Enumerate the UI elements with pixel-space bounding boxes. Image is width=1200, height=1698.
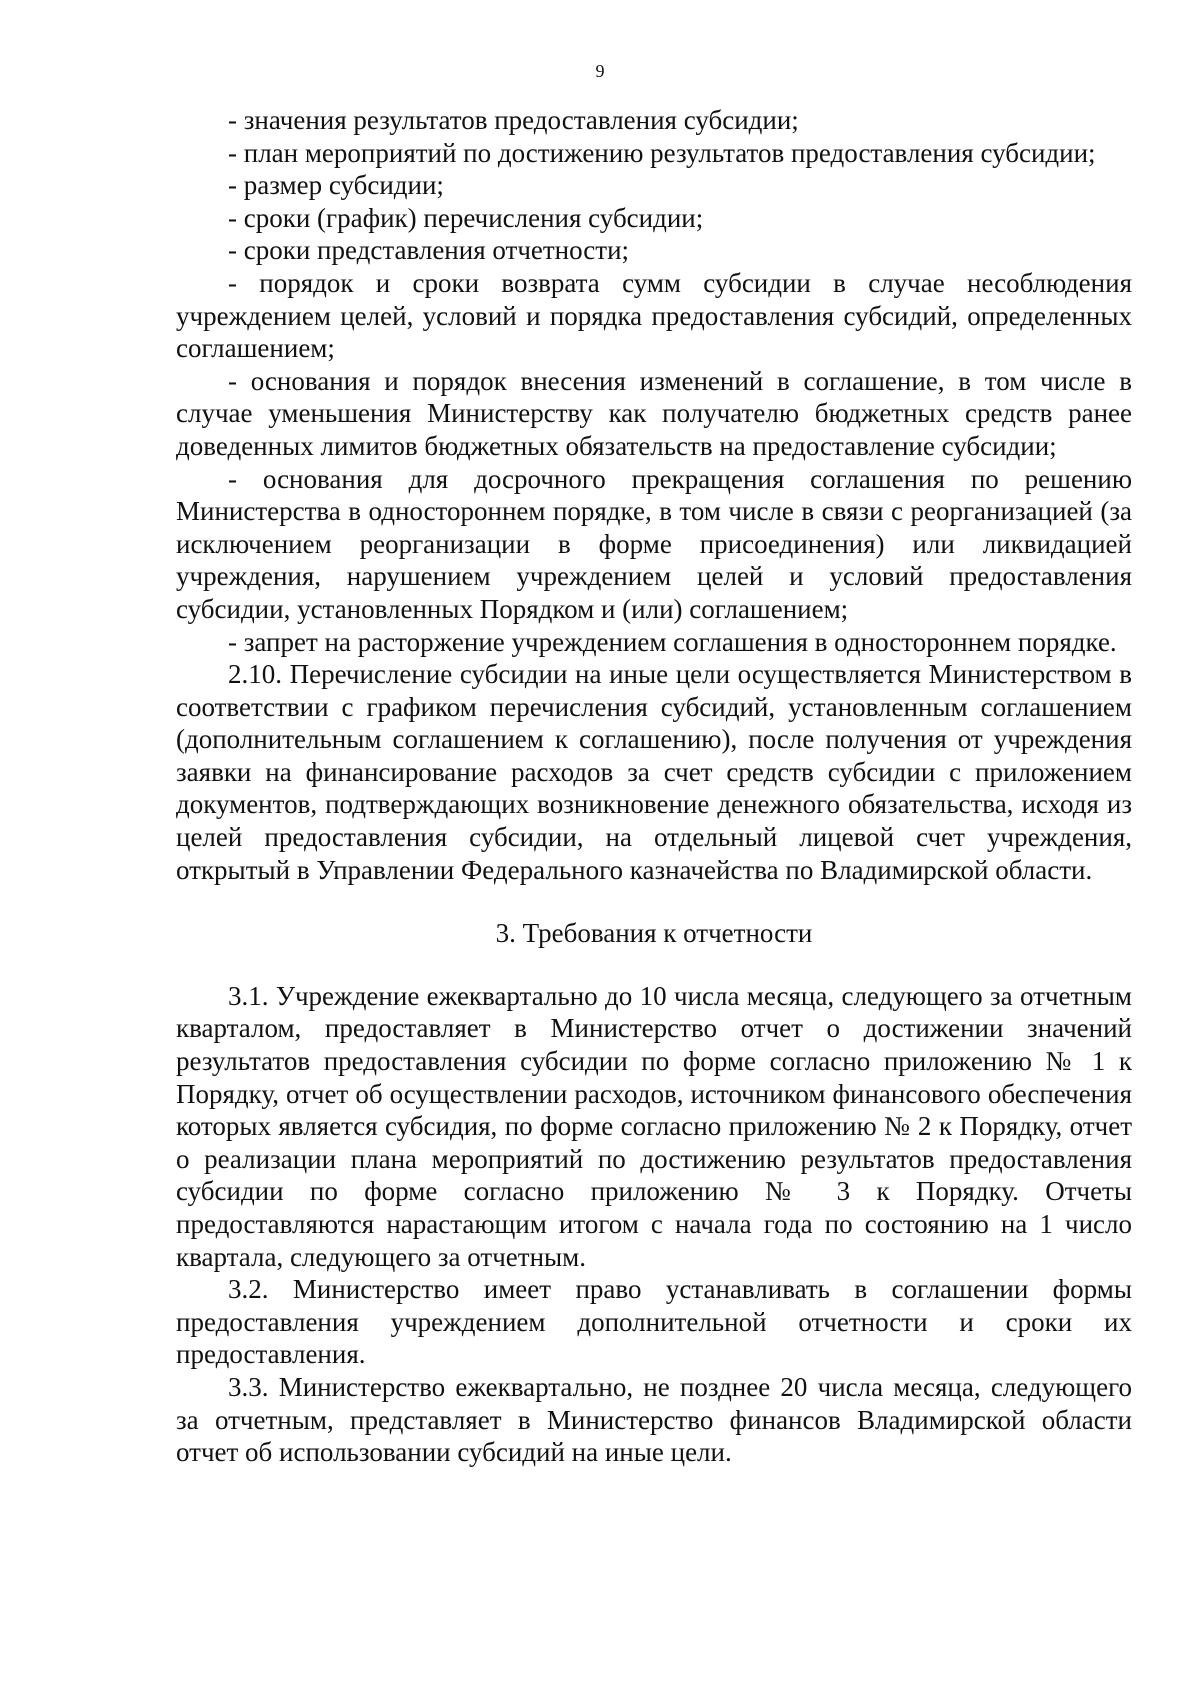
list-item: - сроки представления отчетности; [228,235,630,266]
paragraph-3-2: 3.2. Министерство имеет право устанавливать в соглашении формы предоставления учреждением дополнительной отчетности и сроки их предоставления. [176,1274,1132,1370]
list-item: - порядок и сроки возврата сумм субсидии в случае несоблюдения учреждением целей, условий и порядка предоставления субсидий, определенных соглашением; [176,267,1132,364]
list-item: - размер субсидии; [228,170,444,201]
paragraph-2-10: 2.10. Перечисление субсидии на иные цели осуществляется Министерством в соответствии с графиком перечисления субсидий, установленным соглашением (дополнительным соглашением к соглашению), после получения от учреждения заявки на финансирование расходов за счет средств субсидии с приложением документов, подтверждающих возникновение денежного обязательства, исходя из целей предоставления субсидии, на отдельный лицевой счет учреждения, открытый в Управлении Федерального казначейства по Владимирской области. [176,659,1132,885]
list-item: - значения результатов предоставления субсидии; [228,105,799,135]
document-body [176,104,1132,1469]
list-item: - основания для досрочного прекращения соглашения по решению Министерства в одностороннем порядке, в том числе в связи с реорганизацией (за исключением реорганизации в форме присоединения) или ликвидацией учреждения, нарушением учреждением целей и условий предоставления субсидии, установленных Порядком и (или) соглашением; [176,463,1132,624]
paragraph-3-1: 3.1. Учреждение ежеквартально до 10 числа месяца, следующего за отчетным кварталом, предоставляет в Министерство отчет о достижении значений результатов предоставления субсидии по форме согласно приложению № 1 к Порядку, отчет об осуществлении расходов, источником финансового обеспечения которых является субсидия, по форме согласно приложению № 2 к Порядку, отчет о реализации плана мероприятий по достижению результатов предоставления субсидии по форме согласно приложению № 3 к Порядку. Отчеты предоставляются нарастающим итогом с начала года по состоянию на 1 число квартала, следующего за отчетным. [176,980,1132,1272]
section-heading: 3. Требования к отчетности [495,918,813,949]
page-number: 9 [595,61,605,81]
list-item: - сроки (график) перечисления субсидии; [228,202,704,233]
list-item: - план мероприятий по достижению результатов предоставления субсидии; [228,137,1096,168]
list-item: - основания и порядок внесения изменений в соглашение, в том числе в случае уменьшения Министерству как получателю бюджетных средств ранее доведенных лимитов бюджетных обязательств на предоставление субсидии; [176,365,1132,461]
paragraph-3-3: 3.3. Министерство ежеквартально, не позднее 20 числа месяца, следующего за отчетным, представляет в Министерство финансов Владимирской области отчет об использовании субсидий на иные цели. [176,1371,1132,1468]
list-item: - запрет на расторжение учреждением соглашения в одностороннем порядке. [228,626,1117,657]
